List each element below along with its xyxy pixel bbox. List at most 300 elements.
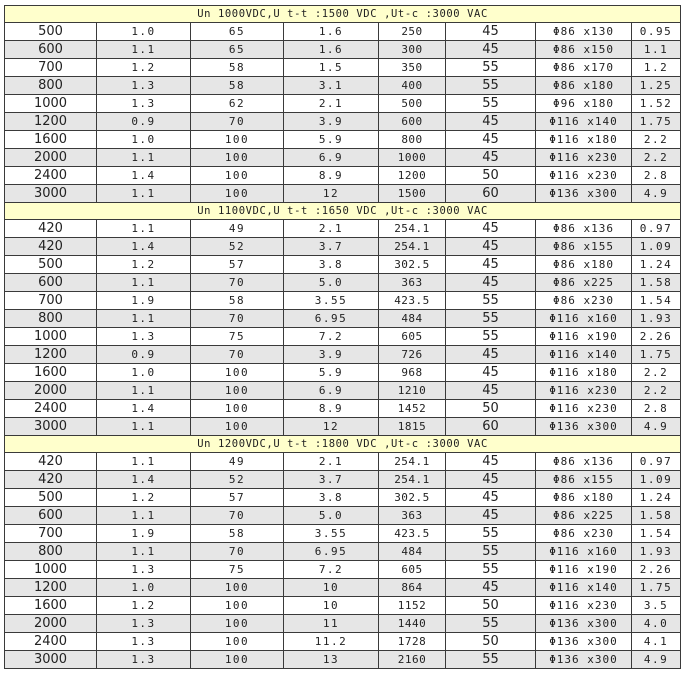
col2-cell: 1.1 (97, 41, 191, 59)
capacitance-cell: 800 (5, 310, 97, 328)
col5-cell: 300 (379, 41, 446, 59)
col2-cell: 1.0 (97, 23, 191, 41)
capacitance-cell: 800 (5, 543, 97, 561)
table-row (5, 579, 681, 597)
col2-cell: 1.0 (97, 131, 191, 149)
table-row (5, 220, 681, 238)
table-row (5, 561, 681, 579)
spec-table-container (4, 5, 680, 669)
col5-cell: 1000 (379, 149, 446, 167)
col4-cell: 3.8 (284, 489, 379, 507)
col5-cell: 500 (379, 95, 446, 113)
col2-cell: 1.3 (97, 615, 191, 633)
col5-cell: 605 (379, 561, 446, 579)
col5-cell: 350 (379, 59, 446, 77)
col3-cell: 62 (191, 95, 284, 113)
weight-cell: 1.25 (632, 77, 681, 95)
col4-cell: 2.1 (284, 453, 379, 471)
dimension-cell: Φ116 x230 (536, 597, 632, 615)
weight-cell: 0.97 (632, 220, 681, 238)
col5-cell: 864 (379, 579, 446, 597)
col6-cell: 45 (446, 471, 536, 489)
capacitance-cell: 1000 (5, 328, 97, 346)
col2-cell: 0.9 (97, 113, 191, 131)
capacitance-cell: 3000 (5, 418, 97, 436)
dimension-cell: Φ116 x180 (536, 364, 632, 382)
table-row (5, 400, 681, 418)
col4-cell: 6.95 (284, 310, 379, 328)
col2-cell: 1.3 (97, 95, 191, 113)
col4-cell: 1.6 (284, 23, 379, 41)
dimension-cell: Φ96 x180 (536, 95, 632, 113)
dimension-cell: Φ116 x230 (536, 149, 632, 167)
dimension-cell: Φ86 x150 (536, 41, 632, 59)
dimension-cell: Φ86 x230 (536, 525, 632, 543)
weight-cell: 1.93 (632, 310, 681, 328)
weight-cell: 1.58 (632, 274, 681, 292)
col3-cell: 100 (191, 633, 284, 651)
capacitance-cell: 3000 (5, 185, 97, 203)
table-row (5, 418, 681, 436)
weight-cell: 0.95 (632, 23, 681, 41)
col4-cell: 5.9 (284, 364, 379, 382)
col3-cell: 70 (191, 346, 284, 364)
table-row (5, 131, 681, 149)
capacitance-cell: 500 (5, 256, 97, 274)
dimension-cell: Φ116 x190 (536, 328, 632, 346)
col4-cell: 3.9 (284, 346, 379, 364)
weight-cell: 1.75 (632, 579, 681, 597)
col3-cell: 75 (191, 328, 284, 346)
col4-cell: 8.9 (284, 167, 379, 185)
col3-cell: 100 (191, 651, 284, 669)
table-row (5, 633, 681, 651)
weight-cell: 2.2 (632, 131, 681, 149)
col3-cell: 58 (191, 292, 284, 310)
col6-cell: 50 (446, 633, 536, 651)
table-row (5, 274, 681, 292)
capacitance-cell: 1200 (5, 346, 97, 364)
dimension-cell: Φ86 x180 (536, 489, 632, 507)
col5-cell: 800 (379, 131, 446, 149)
col4-cell: 1.5 (284, 59, 379, 77)
table-row (5, 651, 681, 669)
capacitor-spec-table (4, 5, 681, 669)
capacitance-cell: 1600 (5, 597, 97, 615)
capacitance-cell: 600 (5, 274, 97, 292)
col6-cell: 50 (446, 597, 536, 615)
col6-cell: 45 (446, 23, 536, 41)
table-row (5, 77, 681, 95)
col4-cell: 5.0 (284, 507, 379, 525)
capacitance-cell: 420 (5, 220, 97, 238)
weight-cell: 1.93 (632, 543, 681, 561)
weight-cell: 1.75 (632, 113, 681, 131)
dimension-cell: Φ86 x136 (536, 220, 632, 238)
col4-cell: 5.9 (284, 131, 379, 149)
col4-cell: 3.8 (284, 256, 379, 274)
col4-cell: 7.2 (284, 561, 379, 579)
col3-cell: 49 (191, 453, 284, 471)
col5-cell: 726 (379, 346, 446, 364)
col6-cell: 55 (446, 328, 536, 346)
col2-cell: 1.4 (97, 400, 191, 418)
col2-cell: 1.1 (97, 543, 191, 561)
col5-cell: 968 (379, 364, 446, 382)
table-row (5, 149, 681, 167)
weight-cell: 1.24 (632, 489, 681, 507)
capacitance-cell: 700 (5, 525, 97, 543)
col2-cell: 1.4 (97, 238, 191, 256)
col4-cell: 3.7 (284, 471, 379, 489)
weight-cell: 4.9 (632, 651, 681, 669)
col4-cell: 2.1 (284, 220, 379, 238)
table-row (5, 292, 681, 310)
col5-cell: 2160 (379, 651, 446, 669)
col4-cell: 11 (284, 615, 379, 633)
col4-cell: 1.6 (284, 41, 379, 59)
weight-cell: 1.2 (632, 59, 681, 77)
capacitance-cell: 800 (5, 77, 97, 95)
col2-cell: 1.1 (97, 149, 191, 167)
col4-cell: 3.1 (284, 77, 379, 95)
col3-cell: 100 (191, 418, 284, 436)
col4-cell: 3.9 (284, 113, 379, 131)
col3-cell: 100 (191, 579, 284, 597)
weight-cell: 1.24 (632, 256, 681, 274)
col2-cell: 1.1 (97, 507, 191, 525)
table-row (5, 328, 681, 346)
capacitance-cell: 1200 (5, 113, 97, 131)
dimension-cell: Φ116 x190 (536, 561, 632, 579)
col6-cell: 45 (446, 507, 536, 525)
capacitance-cell: 2400 (5, 633, 97, 651)
col3-cell: 100 (191, 615, 284, 633)
weight-cell: 2.26 (632, 328, 681, 346)
col4-cell: 6.9 (284, 149, 379, 167)
table-row (5, 310, 681, 328)
col2-cell: 1.9 (97, 525, 191, 543)
col3-cell: 57 (191, 256, 284, 274)
weight-cell: 3.5 (632, 597, 681, 615)
col2-cell: 1.3 (97, 651, 191, 669)
table-row (5, 41, 681, 59)
col4-cell: 3.55 (284, 525, 379, 543)
col6-cell: 45 (446, 113, 536, 131)
weight-cell: 1.58 (632, 507, 681, 525)
col2-cell: 1.3 (97, 77, 191, 95)
col5-cell: 254.1 (379, 238, 446, 256)
col6-cell: 45 (446, 364, 536, 382)
table-row (5, 489, 681, 507)
col6-cell: 45 (446, 274, 536, 292)
col6-cell: 45 (446, 453, 536, 471)
col2-cell: 1.3 (97, 328, 191, 346)
col4-cell: 12 (284, 418, 379, 436)
capacitance-cell: 600 (5, 507, 97, 525)
col4-cell: 7.2 (284, 328, 379, 346)
col5-cell: 250 (379, 23, 446, 41)
weight-cell: 4.0 (632, 615, 681, 633)
table-row (5, 95, 681, 113)
col3-cell: 100 (191, 597, 284, 615)
dimension-cell: Φ116 x230 (536, 400, 632, 418)
dimension-cell: Φ136 x300 (536, 185, 632, 203)
col3-cell: 100 (191, 167, 284, 185)
dimension-cell: Φ116 x230 (536, 167, 632, 185)
col3-cell: 52 (191, 238, 284, 256)
weight-cell: 0.97 (632, 453, 681, 471)
table-row (5, 23, 681, 41)
col5-cell: 600 (379, 113, 446, 131)
col4-cell: 12 (284, 185, 379, 203)
weight-cell: 4.9 (632, 185, 681, 203)
col6-cell: 45 (446, 41, 536, 59)
capacitance-cell: 420 (5, 453, 97, 471)
col5-cell: 1440 (379, 615, 446, 633)
col5-cell: 302.5 (379, 489, 446, 507)
col6-cell: 45 (446, 346, 536, 364)
col2-cell: 1.1 (97, 274, 191, 292)
col6-cell: 55 (446, 77, 536, 95)
dimension-cell: Φ116 x180 (536, 131, 632, 149)
col3-cell: 57 (191, 489, 284, 507)
col4-cell: 11.2 (284, 633, 379, 651)
col4-cell: 13 (284, 651, 379, 669)
col5-cell: 484 (379, 543, 446, 561)
table-row (5, 471, 681, 489)
col6-cell: 55 (446, 651, 536, 669)
dimension-cell: Φ136 x300 (536, 633, 632, 651)
col5-cell: 400 (379, 77, 446, 95)
capacitance-cell: 1200 (5, 579, 97, 597)
dimension-cell: Φ116 x140 (536, 579, 632, 597)
table-row (5, 185, 681, 203)
voltage-section-header (5, 6, 681, 23)
col5-cell: 1152 (379, 597, 446, 615)
col2-cell: 1.1 (97, 220, 191, 238)
col2-cell: 1.0 (97, 579, 191, 597)
col2-cell: 1.2 (97, 256, 191, 274)
table-row (5, 382, 681, 400)
dimension-cell: Φ136 x300 (536, 651, 632, 669)
col6-cell: 45 (446, 149, 536, 167)
col6-cell: 45 (446, 131, 536, 149)
dimension-cell: Φ86 x155 (536, 471, 632, 489)
weight-cell: 2.8 (632, 167, 681, 185)
table-row (5, 615, 681, 633)
dimension-cell: Φ86 x230 (536, 292, 632, 310)
col3-cell: 49 (191, 220, 284, 238)
dimension-cell: Φ86 x155 (536, 238, 632, 256)
col6-cell: 50 (446, 167, 536, 185)
voltage-section-header (5, 203, 681, 220)
dimension-cell: Φ136 x300 (536, 615, 632, 633)
dimension-cell: Φ136 x300 (536, 418, 632, 436)
col2-cell: 1.2 (97, 489, 191, 507)
capacitance-cell: 700 (5, 59, 97, 77)
table-row (5, 238, 681, 256)
col6-cell: 55 (446, 310, 536, 328)
col3-cell: 65 (191, 41, 284, 59)
col2-cell: 1.1 (97, 382, 191, 400)
col3-cell: 100 (191, 382, 284, 400)
col6-cell: 45 (446, 256, 536, 274)
col3-cell: 70 (191, 543, 284, 561)
weight-cell: 1.52 (632, 95, 681, 113)
col3-cell: 100 (191, 149, 284, 167)
col6-cell: 60 (446, 185, 536, 203)
dimension-cell: Φ86 x180 (536, 77, 632, 95)
weight-cell: 1.54 (632, 525, 681, 543)
dimension-cell: Φ86 x225 (536, 274, 632, 292)
weight-cell: 4.9 (632, 418, 681, 436)
col6-cell: 45 (446, 238, 536, 256)
col3-cell: 100 (191, 400, 284, 418)
col2-cell: 0.9 (97, 346, 191, 364)
col3-cell: 58 (191, 525, 284, 543)
capacitance-cell: 600 (5, 41, 97, 59)
col6-cell: 55 (446, 543, 536, 561)
col2-cell: 1.1 (97, 453, 191, 471)
table-row (5, 59, 681, 77)
col6-cell: 45 (446, 220, 536, 238)
col5-cell: 1210 (379, 382, 446, 400)
weight-cell: 2.26 (632, 561, 681, 579)
col3-cell: 65 (191, 23, 284, 41)
weight-cell: 1.09 (632, 238, 681, 256)
col4-cell: 3.7 (284, 238, 379, 256)
voltage-section-header (5, 436, 681, 453)
col6-cell: 50 (446, 400, 536, 418)
col4-cell: 5.0 (284, 274, 379, 292)
dimension-cell: Φ86 x180 (536, 256, 632, 274)
col6-cell: 55 (446, 292, 536, 310)
col6-cell: 55 (446, 95, 536, 113)
col5-cell: 363 (379, 274, 446, 292)
capacitance-cell: 420 (5, 238, 97, 256)
col5-cell: 423.5 (379, 292, 446, 310)
section-title: Un 1100VDC,U t-t :1650 VDC ,Ut-c :3000 VAC (5, 203, 681, 220)
col4-cell: 3.55 (284, 292, 379, 310)
weight-cell: 2.2 (632, 149, 681, 167)
weight-cell: 1.09 (632, 471, 681, 489)
capacitance-cell: 2000 (5, 382, 97, 400)
weight-cell: 1.1 (632, 41, 681, 59)
col3-cell: 100 (191, 185, 284, 203)
col6-cell: 55 (446, 525, 536, 543)
col3-cell: 52 (191, 471, 284, 489)
col4-cell: 10 (284, 597, 379, 615)
capacitance-cell: 500 (5, 489, 97, 507)
dimension-cell: Φ116 x140 (536, 113, 632, 131)
col3-cell: 70 (191, 113, 284, 131)
capacitance-cell: 1600 (5, 131, 97, 149)
col5-cell: 1815 (379, 418, 446, 436)
weight-cell: 2.2 (632, 364, 681, 382)
weight-cell: 1.75 (632, 346, 681, 364)
col5-cell: 1200 (379, 167, 446, 185)
col2-cell: 1.9 (97, 292, 191, 310)
col2-cell: 1.1 (97, 310, 191, 328)
col2-cell: 1.0 (97, 364, 191, 382)
table-row (5, 346, 681, 364)
col6-cell: 55 (446, 561, 536, 579)
section-title: Un 1200VDC,U t-t :1800 VDC ,Ut-c :3000 VAC (5, 436, 681, 453)
dimension-cell: Φ86 x170 (536, 59, 632, 77)
col5-cell: 423.5 (379, 525, 446, 543)
capacitance-cell: 2400 (5, 400, 97, 418)
weight-cell: 2.2 (632, 382, 681, 400)
col3-cell: 70 (191, 274, 284, 292)
col4-cell: 10 (284, 579, 379, 597)
col2-cell: 1.1 (97, 418, 191, 436)
col3-cell: 70 (191, 310, 284, 328)
dimension-cell: Φ116 x230 (536, 382, 632, 400)
table-row (5, 543, 681, 561)
spec-table-body (5, 6, 681, 669)
capacitance-cell: 1600 (5, 364, 97, 382)
capacitance-cell: 500 (5, 23, 97, 41)
col5-cell: 254.1 (379, 453, 446, 471)
dimension-cell: Φ86 x130 (536, 23, 632, 41)
weight-cell: 1.54 (632, 292, 681, 310)
col2-cell: 1.4 (97, 471, 191, 489)
col4-cell: 2.1 (284, 95, 379, 113)
col2-cell: 1.3 (97, 561, 191, 579)
dimension-cell: Φ116 x160 (536, 310, 632, 328)
col6-cell: 55 (446, 615, 536, 633)
col2-cell: 1.3 (97, 633, 191, 651)
weight-cell: 4.1 (632, 633, 681, 651)
col3-cell: 70 (191, 507, 284, 525)
capacitance-cell: 1000 (5, 561, 97, 579)
capacitance-cell: 700 (5, 292, 97, 310)
col5-cell: 1728 (379, 633, 446, 651)
table-row (5, 453, 681, 471)
capacitance-cell: 420 (5, 471, 97, 489)
col4-cell: 8.9 (284, 400, 379, 418)
dimension-cell: Φ86 x225 (536, 507, 632, 525)
table-row (5, 113, 681, 131)
col5-cell: 1500 (379, 185, 446, 203)
col3-cell: 58 (191, 77, 284, 95)
section-title: Un 1000VDC,U t-t :1500 VDC ,Ut-c :3000 VAC (5, 6, 681, 23)
table-row (5, 167, 681, 185)
capacitance-cell: 2000 (5, 615, 97, 633)
table-row (5, 256, 681, 274)
col5-cell: 1452 (379, 400, 446, 418)
dimension-cell: Φ116 x140 (536, 346, 632, 364)
col2-cell: 1.2 (97, 59, 191, 77)
col5-cell: 484 (379, 310, 446, 328)
weight-cell: 2.8 (632, 400, 681, 418)
table-row (5, 364, 681, 382)
col6-cell: 45 (446, 382, 536, 400)
col3-cell: 100 (191, 131, 284, 149)
col2-cell: 1.4 (97, 167, 191, 185)
col2-cell: 1.2 (97, 597, 191, 615)
capacitance-cell: 3000 (5, 651, 97, 669)
col6-cell: 45 (446, 579, 536, 597)
col3-cell: 58 (191, 59, 284, 77)
col5-cell: 302.5 (379, 256, 446, 274)
col6-cell: 55 (446, 59, 536, 77)
col4-cell: 6.95 (284, 543, 379, 561)
col5-cell: 605 (379, 328, 446, 346)
col4-cell: 6.9 (284, 382, 379, 400)
col2-cell: 1.1 (97, 185, 191, 203)
